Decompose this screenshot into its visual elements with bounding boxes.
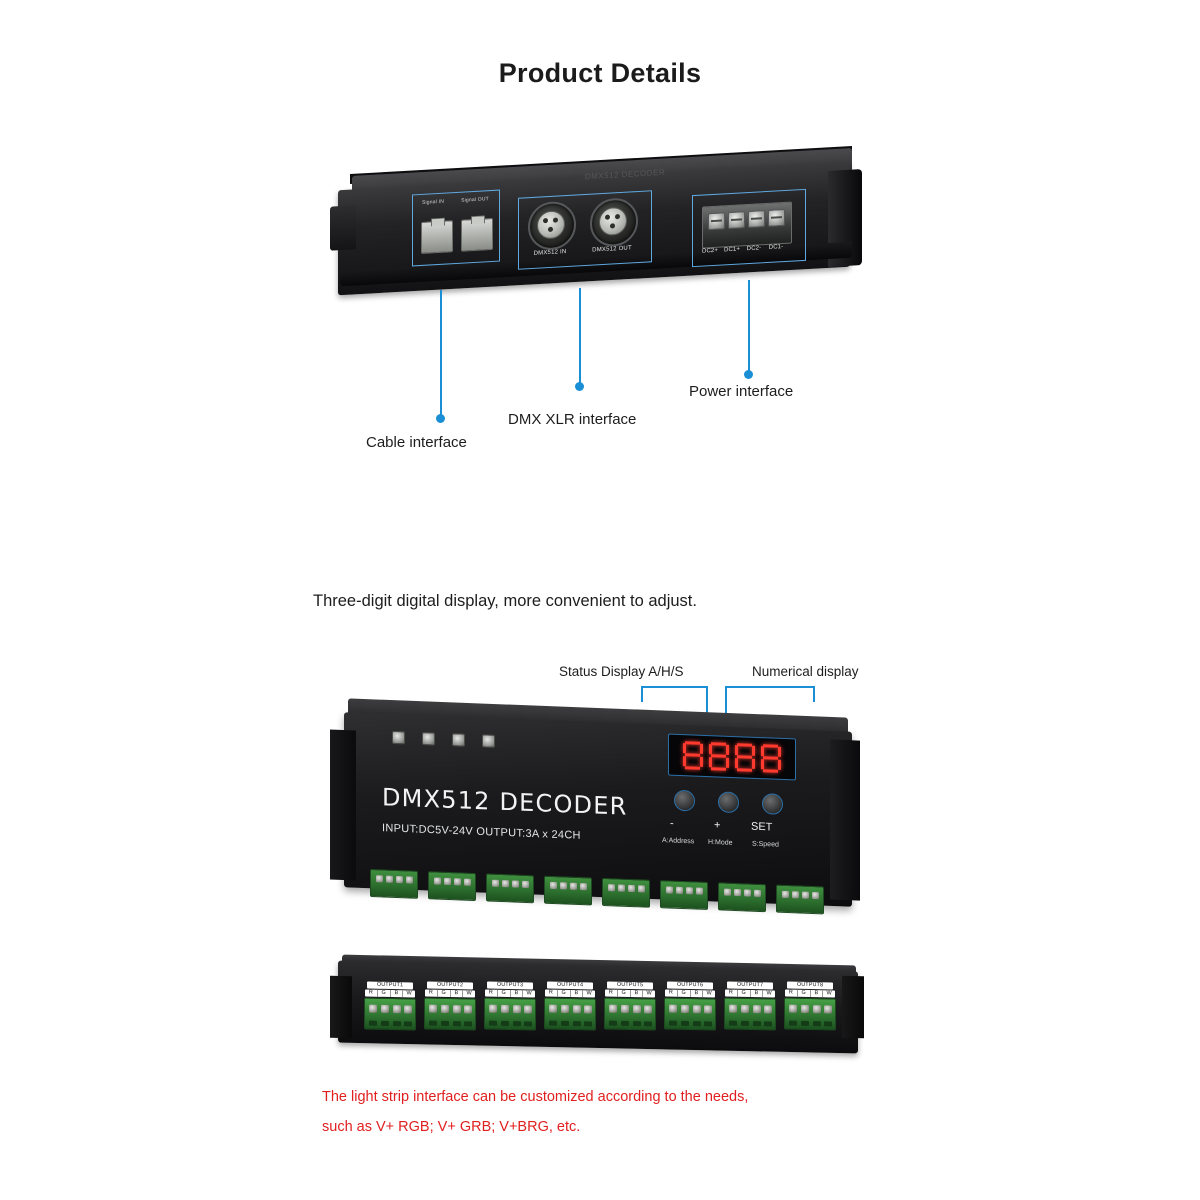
output-channel-letters bbox=[425, 989, 475, 997]
output-terminal bbox=[544, 997, 596, 1030]
screw bbox=[482, 734, 495, 747]
power-terminal-block bbox=[702, 202, 792, 249]
display-digit bbox=[760, 744, 782, 773]
output-channel-letters bbox=[605, 989, 655, 997]
callout-label-cable: Cable interface bbox=[366, 434, 467, 451]
output-terminal bbox=[486, 873, 534, 903]
xlr-pin bbox=[615, 214, 620, 219]
callout-label-power: Power interface bbox=[689, 383, 794, 400]
channel-w: W bbox=[586, 990, 592, 997]
xlr-caption-out: DMX512 OUT bbox=[592, 245, 632, 254]
xlr-area bbox=[520, 192, 648, 265]
callout-label-numerical-display: Numerical display bbox=[752, 664, 859, 679]
output-terminal bbox=[602, 878, 650, 908]
callout-dot-cable bbox=[436, 414, 445, 423]
output-terminal bbox=[484, 997, 536, 1030]
channel-r: R bbox=[425, 989, 438, 996]
device-top-sticker: DMX512 DECODER bbox=[584, 167, 666, 182]
set-button-label: SET bbox=[751, 820, 773, 834]
channel-r: R bbox=[605, 989, 618, 996]
output-channel-1 bbox=[362, 981, 418, 1030]
output-channel-letters bbox=[365, 989, 415, 997]
callout-line-numerical-display-h bbox=[725, 686, 815, 688]
device-left-flange bbox=[330, 205, 356, 250]
output-name: OUTPUT8 bbox=[787, 982, 833, 990]
channel-b: B bbox=[631, 990, 644, 997]
power-label-dc2p: DC2+ bbox=[702, 247, 718, 255]
output-panel-left-wing bbox=[330, 976, 352, 1038]
decoder-right-wing bbox=[830, 739, 860, 900]
output-terminal bbox=[784, 997, 836, 1030]
channel-w: W bbox=[706, 990, 712, 997]
channel-b: B bbox=[511, 990, 524, 997]
xlr-connector-in bbox=[528, 200, 576, 251]
section-subtitle: Three-digit digital display, more convenient to adjust. bbox=[313, 592, 697, 610]
channel-w: W bbox=[526, 990, 532, 997]
display-digit bbox=[734, 743, 756, 772]
channel-g: G bbox=[738, 990, 751, 997]
output-channel-5 bbox=[602, 981, 658, 1030]
channel-g: G bbox=[378, 990, 391, 997]
xlr-pin bbox=[610, 223, 615, 228]
output-terminal bbox=[776, 885, 824, 915]
channel-g: G bbox=[618, 990, 631, 997]
decoder-front-photo bbox=[330, 700, 890, 950]
channel-r: R bbox=[785, 989, 798, 996]
output-name: OUTPUT3 bbox=[487, 982, 533, 990]
numerical-display-panel bbox=[668, 734, 796, 781]
callout-line-status-display-h bbox=[641, 686, 707, 688]
power-label-dc1p: DC1+ bbox=[724, 246, 740, 254]
channel-b: B bbox=[391, 990, 404, 997]
xlr-in-insert bbox=[537, 210, 565, 240]
minus-button[interactable] bbox=[674, 790, 695, 812]
channel-r: R bbox=[665, 989, 678, 996]
callout-dot-dmx bbox=[575, 382, 584, 391]
callout-label-status-display: Status Display A/H/S bbox=[559, 664, 684, 679]
display-digit bbox=[708, 742, 730, 771]
channel-g: G bbox=[438, 990, 451, 997]
channel-r: R bbox=[545, 989, 558, 996]
channel-g: G bbox=[498, 990, 511, 997]
xlr-out-insert bbox=[599, 207, 627, 237]
output-terminal bbox=[604, 997, 656, 1030]
output-panel-photo bbox=[330, 958, 890, 1068]
channel-b: B bbox=[451, 990, 464, 997]
output-channel-3 bbox=[482, 981, 538, 1030]
page-title: Product Details bbox=[498, 58, 702, 88]
plus-button[interactable] bbox=[718, 791, 739, 813]
channel-g: G bbox=[558, 990, 571, 997]
output-channel-6 bbox=[662, 981, 718, 1030]
output-terminal bbox=[428, 871, 476, 901]
output-channel-7 bbox=[722, 981, 778, 1030]
channel-w: W bbox=[766, 990, 772, 997]
channel-b: B bbox=[571, 990, 584, 997]
channel-w: W bbox=[466, 990, 472, 997]
callout-line-power bbox=[748, 280, 750, 376]
output-channel-letters bbox=[725, 989, 775, 997]
rj45-port-out bbox=[461, 218, 493, 252]
display-digit bbox=[682, 741, 704, 770]
output-channel-letters bbox=[785, 989, 835, 997]
channel-b: B bbox=[811, 990, 824, 997]
output-name: OUTPUT6 bbox=[667, 982, 713, 990]
output-terminal bbox=[370, 869, 418, 899]
power-screw bbox=[748, 210, 765, 228]
decoder-spec-text: INPUT:DC5V-24V OUTPUT:3A x 24CH bbox=[382, 822, 581, 842]
output-panel-right-wing bbox=[842, 976, 864, 1038]
xlr-connector-out bbox=[590, 197, 638, 248]
rear-panel-photo bbox=[330, 160, 870, 305]
decoder-button-row bbox=[674, 790, 794, 821]
channel-r: R bbox=[485, 989, 498, 996]
speed-label: S:Speed bbox=[752, 840, 779, 849]
power-screw bbox=[708, 212, 725, 230]
xlr-pin bbox=[543, 218, 548, 223]
output-channel-4 bbox=[542, 981, 598, 1030]
screw bbox=[392, 731, 405, 744]
channel-r: R bbox=[365, 989, 378, 996]
customization-note-line-1: The light strip interface can be customized according to the needs, bbox=[322, 1089, 749, 1105]
output-terminal bbox=[364, 997, 416, 1030]
output-channel-8 bbox=[782, 981, 838, 1030]
output-terminal bbox=[544, 876, 592, 906]
xlr-pin bbox=[605, 215, 610, 220]
output-channel-letters bbox=[545, 989, 595, 997]
decoder-left-wing bbox=[330, 730, 356, 881]
power-label-dc2m: DC2- bbox=[746, 245, 762, 253]
rj45-port-in bbox=[421, 220, 453, 254]
minus-button-label: - bbox=[670, 817, 674, 830]
screw bbox=[452, 733, 465, 746]
decoder-top-screws bbox=[392, 728, 502, 752]
output-name: OUTPUT5 bbox=[607, 982, 653, 990]
callout-label-dmx: DMX XLR interface bbox=[508, 411, 637, 428]
output-channel-2 bbox=[422, 981, 478, 1030]
mode-label: H:Mode bbox=[708, 838, 733, 847]
power-screw bbox=[728, 211, 745, 229]
output-name: OUTPUT4 bbox=[547, 982, 593, 990]
power-screw bbox=[768, 209, 785, 227]
output-channel-letters bbox=[665, 989, 715, 997]
power-area bbox=[694, 191, 802, 263]
output-terminal bbox=[664, 997, 716, 1030]
rj45-label-in: Signal IN bbox=[421, 198, 445, 206]
output-channel-letters bbox=[485, 989, 535, 997]
channel-g: G bbox=[678, 990, 691, 997]
callout-line-dmx bbox=[579, 288, 581, 388]
customization-note bbox=[322, 1082, 922, 1142]
channel-b: B bbox=[691, 990, 704, 997]
channel-w: W bbox=[826, 990, 832, 997]
output-terminal bbox=[718, 882, 766, 912]
rj45-area bbox=[414, 192, 498, 263]
customization-note-line-2: such as V+ RGB; V+ GRB; V+BRG, etc. bbox=[322, 1119, 581, 1135]
xlr-pin bbox=[553, 217, 558, 222]
channel-r: R bbox=[725, 989, 738, 996]
screw bbox=[422, 732, 435, 745]
xlr-pin bbox=[548, 227, 553, 232]
channel-g: G bbox=[798, 990, 811, 997]
power-label-dc1m: DC1- bbox=[768, 244, 784, 251]
channel-w: W bbox=[646, 990, 652, 997]
output-name: OUTPUT7 bbox=[727, 982, 773, 990]
address-mode-label: A:Address bbox=[662, 837, 695, 846]
xlr-caption-in: DMX512 IN bbox=[533, 248, 567, 257]
plus-button-label: + bbox=[714, 819, 721, 832]
decoder-brand-text: DMX512 DECODER bbox=[382, 783, 628, 821]
set-button[interactable] bbox=[762, 793, 783, 815]
rj45-label-out: Signal OUT bbox=[461, 196, 489, 204]
output-terminal bbox=[660, 880, 708, 910]
output-terminal bbox=[424, 997, 476, 1030]
output-name: OUTPUT1 bbox=[367, 982, 413, 990]
channel-b: B bbox=[751, 990, 764, 997]
output-terminal bbox=[724, 997, 776, 1030]
callout-dot-power bbox=[744, 370, 753, 379]
output-name: OUTPUT2 bbox=[427, 982, 473, 990]
callout-line-cable bbox=[440, 290, 442, 420]
channel-w: W bbox=[406, 990, 412, 997]
